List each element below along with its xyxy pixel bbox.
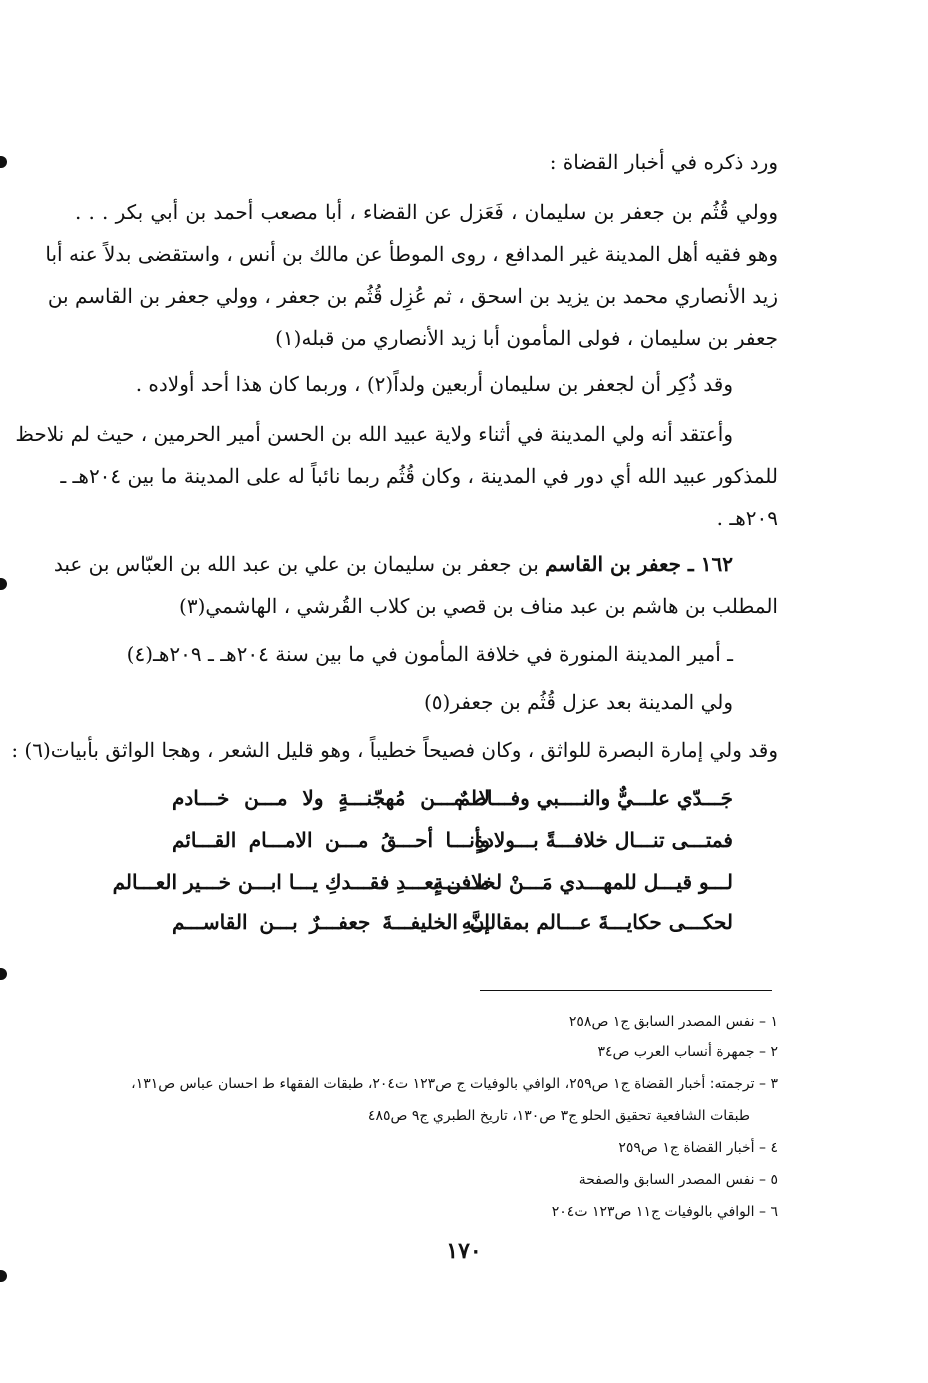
footnote: ٢ – جمهرة أنساب العرب ص٣٤ (597, 1044, 778, 1060)
footnote: ٦ – الوافي بالوفيات ج١١ ص١٢٣ ت٢٠٤ (551, 1204, 778, 1220)
verse-first-hemistich: جَـــدّي علـــيٌّ والنــــبي وفـــاطمٌ (457, 786, 733, 810)
verse-first-hemistich: فمتـــى تنـــال خلافـــةً بـــولادةٍ (474, 828, 733, 852)
footnote: ٥ – نفس المصدر السابق والصفحة (578, 1172, 778, 1188)
entry-lineage: بن جعفر بن سليمان بن علي بن عبد الله بن العبّاس بن عبد (53, 552, 546, 576)
footnote-continuation: طبقات الشافعية تحقيق الحلو ج٣ ص١٣٠، تاريخ الطبري ج٩ ص٤٨٥ (367, 1108, 750, 1124)
body-line: وأعتقد أنه ولي المدينة في أثناء ولاية عبيد الله بن الحسن أمير الحرمين ، حيث لم نلاحظ (15, 422, 733, 446)
body-line: وولي قُثُم بن جعفر بن سليمان ، فَعَزل عن القضاء ، أبا مصعب أحمد بن أبي بكر . . . (75, 200, 778, 224)
footnote: ١ – نفس المصدر السابق ج١ ص٢٥٨ (568, 1014, 778, 1030)
page-number: ١٧٠ (446, 1238, 482, 1264)
body-line: ورد ذكره في أخبار القضاة : (549, 150, 778, 174)
body-line: وهو فقيه أهل المدينة غير المدافع ، روى الموطأ عن مالك بن أنس ، واستقضى بدلاً عنه أبا (45, 242, 778, 266)
entry-line: المطلب بن هاشم بن عبد مناف بن قصي بن كلاب القُرشي ، الهاشمي(٣) (179, 594, 778, 618)
body-line: زيد الأنصاري محمد بن يزيد بن اسحق ، ثم عُزِل قُثُم بن جعفر ، وولي جعفر بن القاسم بن (47, 284, 778, 308)
body-line: للمذكور عبيد الله أي دور في المدينة ، وكان قُثُم ربما نائباً له على المدينة ما بين ٢٠٤هـ ـ (60, 464, 778, 488)
entry-heading-line (53, 548, 733, 580)
body-line: جعفر بن سليمان ، فولى المأمون أبا زيد الأنصاري من قبله(١) (275, 326, 778, 350)
scan-margin-mark (0, 968, 7, 980)
verse-first-hemistich: لحكـــى حكايـــةَ عـــالم بمقالـــهِ (461, 910, 733, 934)
entry-line: ولي المدينة بعد عزل قُثُم بن جعفر(٥) (423, 690, 733, 714)
footnote-separator (480, 990, 772, 991)
scan-margin-mark (0, 1270, 7, 1282)
body-line: وقد ذُكِر أن لجعفر بن سليمان أربعين ولداً(٢) ، وربما كان هذا أحد أولاده . (135, 372, 733, 396)
verse-first-hemistich: لـــو قيـــل للمهـــدي مَـــنْ لخلافـــةٍ (433, 870, 733, 894)
footnote: ٤ – أخبار القضاة ج١ ص٢٥٩ (618, 1140, 778, 1156)
verse-second-hemistich: إنَّ الخليفـــةَ جعفـــرٌ بـــن القاســـم (172, 910, 490, 934)
scan-margin-mark (0, 578, 7, 590)
entry-title: ١٦٢ ـ جعفر بن القاسم (545, 552, 733, 576)
entry-line: وقد ولي إمارة البصرة للواثق ، وكان فصيحاً خطيباً ، وهو قليل الشعر ، وهجا الواثق بأبيات(٦) : (11, 738, 778, 762)
scan-margin-mark (0, 156, 7, 168)
verse-second-hemistich: لا مـــن مُهجّنـــةٍ ولا مـــن خـــادم (172, 786, 490, 810)
footnote: ٣ – ترجمته: أخبار القضاة ج١ ص٢٥٩، الوافي بالوفيات ج ص١٢٣ ت٢٠٤، طبقات الفقهاء ط احسان عباس ص١٣١، (131, 1076, 778, 1092)
entry-line: ـ أمير المدينة المنورة في خلافة المأمون في ما بين سنة ٢٠٤هـ ـ ٢٠٩هـ(٤) (126, 642, 733, 666)
body-line: ٢٠٩هـ . (716, 506, 778, 530)
verse-second-hemistich: مـــن بعـــدِ فقـــدكِ يـــا ابـــن خـــير العـــالم (112, 870, 490, 894)
verse-second-hemistich: وأنـــا أحـــقُ مـــن الامـــام القـــائم (172, 828, 490, 852)
